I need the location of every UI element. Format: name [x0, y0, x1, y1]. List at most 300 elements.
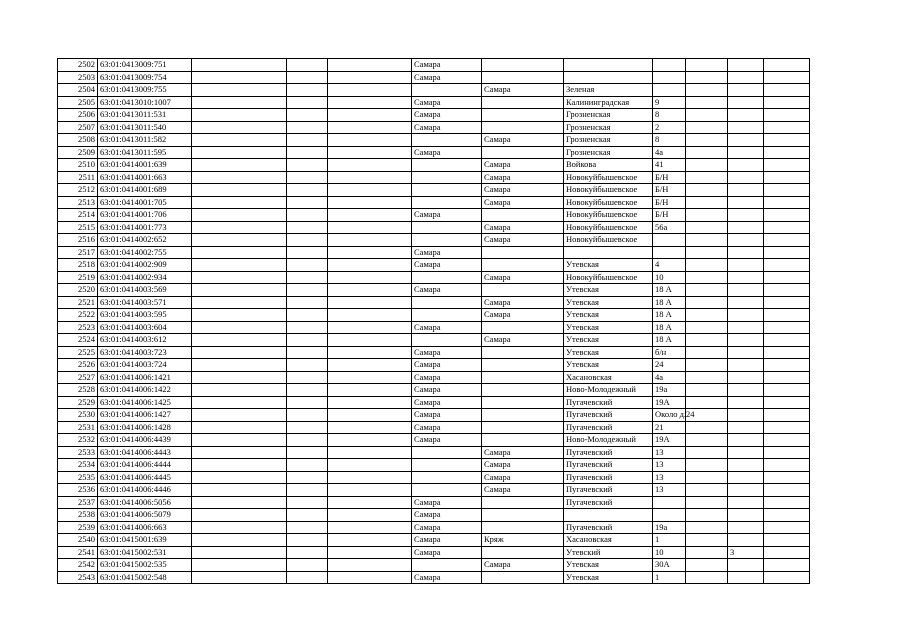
city-alt-cell: Самара — [482, 334, 564, 347]
house-number-cell — [653, 509, 686, 522]
cell-col5-cell — [328, 196, 412, 209]
house-number-cell — [653, 71, 686, 84]
street-cell: Новокуйбышевское — [564, 171, 653, 184]
table-row — [58, 71, 810, 84]
cell-col3-cell — [192, 334, 287, 347]
cell-col10-cell — [686, 334, 728, 347]
table-row — [58, 121, 810, 134]
cadastral-number-cell: 63:01:0413009:754 — [98, 71, 192, 84]
table-row — [58, 159, 810, 172]
city-cell — [412, 446, 482, 459]
row-number-cell: 2527 — [58, 371, 98, 384]
table-row — [58, 496, 810, 509]
table-row — [58, 434, 810, 447]
cell-col5-cell — [328, 221, 412, 234]
cell-col3-cell — [192, 184, 287, 197]
street-cell: Утевская — [564, 559, 653, 572]
cell-col12-cell — [764, 459, 810, 472]
cell-col4-cell — [287, 384, 328, 397]
city-cell: Самара — [412, 546, 482, 559]
house-number-cell: 18 А — [653, 309, 686, 322]
cell-col11-cell — [728, 346, 764, 359]
cell-col11-cell — [728, 246, 764, 259]
cell-col11-cell — [728, 296, 764, 309]
cell-col11-cell — [728, 359, 764, 372]
city-cell: Самара — [412, 534, 482, 547]
city-cell: Самара — [412, 59, 482, 72]
cell-col4-cell — [287, 571, 328, 584]
cell-col11-cell — [728, 146, 764, 159]
table-row — [58, 459, 810, 472]
cell-col11-cell — [728, 421, 764, 434]
city-alt-cell — [482, 409, 564, 422]
cadastral-number-cell: 63:01:0413010:1007 — [98, 96, 192, 109]
cell-col11-cell — [728, 196, 764, 209]
city-alt-cell — [482, 321, 564, 334]
table-row — [58, 359, 810, 372]
house-number-cell: 19а — [653, 521, 686, 534]
table-row — [58, 284, 810, 297]
cadastral-number-cell: 63:01:0414001:773 — [98, 221, 192, 234]
cell-col10-cell — [686, 496, 728, 509]
cell-col12-cell — [764, 84, 810, 97]
cell-col4-cell — [287, 259, 328, 272]
house-number-cell: 1 — [653, 534, 686, 547]
cell-col3-cell — [192, 484, 287, 497]
table-row — [58, 409, 810, 422]
row-number-cell: 2518 — [58, 259, 98, 272]
cell-col12-cell — [764, 371, 810, 384]
cadastral-number-cell: 63:01:0413011:540 — [98, 121, 192, 134]
city-alt-cell — [482, 96, 564, 109]
street-cell — [564, 71, 653, 84]
cell-col10-cell — [686, 484, 728, 497]
street-cell: Утевская — [564, 296, 653, 309]
city-cell — [412, 221, 482, 234]
row-number-cell: 2521 — [58, 296, 98, 309]
city-cell — [412, 271, 482, 284]
cadastral-number-cell: 63:01:0413009:755 — [98, 84, 192, 97]
cadastral-number-cell: 63:01:0414006:663 — [98, 521, 192, 534]
cell-col4-cell — [287, 371, 328, 384]
table-row — [58, 184, 810, 197]
city-alt-cell — [482, 71, 564, 84]
cell-col5-cell — [328, 509, 412, 522]
cell-col10-cell — [686, 184, 728, 197]
row-number-cell: 2540 — [58, 534, 98, 547]
cadastral-number-cell: 63:01:0414002:755 — [98, 246, 192, 259]
cell-col4-cell — [287, 84, 328, 97]
cell-col3-cell — [192, 396, 287, 409]
cell-col4-cell — [287, 309, 328, 322]
cell-col3-cell — [192, 59, 287, 72]
city-cell: Самара — [412, 384, 482, 397]
table-row — [58, 259, 810, 272]
house-number-cell — [653, 59, 686, 72]
cell-col11-cell — [728, 159, 764, 172]
cell-col10-cell — [686, 559, 728, 572]
cell-col4-cell — [287, 359, 328, 372]
house-number-cell: 41 — [653, 159, 686, 172]
cell-col5-cell — [328, 334, 412, 347]
city-cell: Самара — [412, 359, 482, 372]
register-table — [57, 58, 810, 584]
street-cell: Зеленая — [564, 84, 653, 97]
city-cell — [412, 234, 482, 247]
table-row — [58, 146, 810, 159]
cell-col10-cell — [686, 134, 728, 147]
house-number-cell: 4 — [653, 259, 686, 272]
cell-col10-cell — [686, 109, 728, 122]
cadastral-number-cell: 63:01:0415002:531 — [98, 546, 192, 559]
city-cell: Самара — [412, 96, 482, 109]
cell-col12-cell — [764, 59, 810, 72]
cell-col4-cell — [287, 509, 328, 522]
cell-col11-cell — [728, 409, 764, 422]
cell-col5-cell — [328, 346, 412, 359]
city-alt-cell: Самара — [482, 484, 564, 497]
cell-col11-cell — [728, 259, 764, 272]
cell-col4-cell — [287, 246, 328, 259]
cell-col5-cell — [328, 534, 412, 547]
cell-col5-cell — [328, 109, 412, 122]
cadastral-number-cell: 63:01:0414006:4445 — [98, 471, 192, 484]
city-alt-cell — [482, 421, 564, 434]
cell-col5-cell — [328, 209, 412, 222]
street-cell: Утевская — [564, 259, 653, 272]
house-number-cell: 8 — [653, 109, 686, 122]
city-cell — [412, 196, 482, 209]
street-cell: Пугачевский — [564, 496, 653, 509]
cell-col4-cell — [287, 334, 328, 347]
cell-col11-cell — [728, 134, 764, 147]
cell-col12-cell — [764, 209, 810, 222]
house-number-cell: 9 — [653, 96, 686, 109]
table-row — [58, 271, 810, 284]
cell-col5-cell — [328, 96, 412, 109]
house-number-cell: Б/Н — [653, 171, 686, 184]
house-number-cell: 18 А — [653, 321, 686, 334]
row-number-cell: 2533 — [58, 446, 98, 459]
street-cell: Пугачевский — [564, 521, 653, 534]
cell-col4-cell — [287, 284, 328, 297]
cell-col11-cell — [728, 534, 764, 547]
street-cell: Новокуйбышевское — [564, 271, 653, 284]
city-cell: Самара — [412, 496, 482, 509]
cell-col4-cell — [287, 171, 328, 184]
cell-col3-cell — [192, 346, 287, 359]
cell-col5-cell — [328, 84, 412, 97]
city-cell: Самара — [412, 246, 482, 259]
city-cell — [412, 459, 482, 472]
cell-col5-cell — [328, 434, 412, 447]
cell-col5-cell — [328, 121, 412, 134]
row-number-cell: 2516 — [58, 234, 98, 247]
cell-col3-cell — [192, 571, 287, 584]
cadastral-number-cell: 63:01:0414006:5056 — [98, 496, 192, 509]
city-alt-cell — [482, 209, 564, 222]
city-alt-cell — [482, 434, 564, 447]
table-row — [58, 171, 810, 184]
table-row — [58, 384, 810, 397]
city-alt-cell: Самара — [482, 171, 564, 184]
cell-col12-cell — [764, 284, 810, 297]
cell-col4-cell — [287, 396, 328, 409]
house-number-cell: 10 — [653, 546, 686, 559]
house-number-cell: 30А — [653, 559, 686, 572]
cadastral-number-cell: 63:01:0414006:4439 — [98, 434, 192, 447]
city-alt-cell — [482, 384, 564, 397]
cell-col3-cell — [192, 496, 287, 509]
house-number-cell: 19а — [653, 384, 686, 397]
row-number-cell: 2503 — [58, 71, 98, 84]
cell-col12-cell — [764, 134, 810, 147]
cell-col12-cell — [764, 246, 810, 259]
cell-col11-cell — [728, 521, 764, 534]
city-alt-cell: Самара — [482, 221, 564, 234]
cadastral-number-cell: 63:01:0414002:909 — [98, 259, 192, 272]
table-row — [58, 484, 810, 497]
street-cell: Новокуйбышевское — [564, 209, 653, 222]
cell-col3-cell — [192, 384, 287, 397]
cell-col3-cell — [192, 309, 287, 322]
house-number-cell — [653, 496, 686, 509]
cell-col12-cell — [764, 159, 810, 172]
cell-col5-cell — [328, 321, 412, 334]
city-alt-cell — [482, 259, 564, 272]
cadastral-number-cell: 63:01:0414006:1428 — [98, 421, 192, 434]
cadastral-number-cell: 63:01:0413011:531 — [98, 109, 192, 122]
city-alt-cell: Самара — [482, 196, 564, 209]
house-number-cell: 18 А — [653, 296, 686, 309]
house-number-cell — [653, 246, 686, 259]
cell-col3-cell — [192, 271, 287, 284]
table-row — [58, 234, 810, 247]
cell-col4-cell — [287, 134, 328, 147]
cell-col12-cell — [764, 109, 810, 122]
city-alt-cell — [482, 396, 564, 409]
cell-col4-cell — [287, 459, 328, 472]
cell-col5-cell — [328, 184, 412, 197]
row-number-cell: 2536 — [58, 484, 98, 497]
cell-col3-cell — [192, 259, 287, 272]
cell-col4-cell — [287, 184, 328, 197]
city-cell: Самара — [412, 321, 482, 334]
city-alt-cell — [482, 59, 564, 72]
cell-col5-cell — [328, 259, 412, 272]
cell-col10-cell — [686, 296, 728, 309]
cell-col4-cell — [287, 446, 328, 459]
cell-col12-cell — [764, 396, 810, 409]
cell-col11-cell — [728, 284, 764, 297]
city-alt-cell — [482, 146, 564, 159]
city-cell — [412, 334, 482, 347]
cell-col11-cell — [728, 396, 764, 409]
cell-col12-cell — [764, 409, 810, 422]
row-number-cell: 2535 — [58, 471, 98, 484]
table-row — [58, 346, 810, 359]
cell-col4-cell — [287, 196, 328, 209]
city-alt-cell: Самара — [482, 271, 564, 284]
street-cell: Пугачевский — [564, 446, 653, 459]
city-cell: Самара — [412, 346, 482, 359]
cell-col5-cell — [328, 146, 412, 159]
street-cell: Хасановская — [564, 534, 653, 547]
street-cell: Грозненская — [564, 121, 653, 134]
cell-col12-cell — [764, 184, 810, 197]
cell-col5-cell — [328, 521, 412, 534]
cell-col11-cell — [728, 459, 764, 472]
cell-col5-cell — [328, 171, 412, 184]
cell-col3-cell — [192, 71, 287, 84]
house-number-cell: Б/Н — [653, 209, 686, 222]
table-row — [58, 96, 810, 109]
row-number-cell: 2530 — [58, 409, 98, 422]
cell-col10-cell — [686, 71, 728, 84]
table-row — [58, 59, 810, 72]
cell-col3-cell — [192, 159, 287, 172]
table-row — [58, 471, 810, 484]
house-number-cell: 10 — [653, 271, 686, 284]
cell-col11-cell — [728, 184, 764, 197]
cell-col5-cell — [328, 71, 412, 84]
cell-col5-cell — [328, 246, 412, 259]
cell-col12-cell — [764, 384, 810, 397]
city-alt-cell: Самара — [482, 84, 564, 97]
house-number-cell: Около д.24 — [653, 409, 686, 422]
cell-col11-cell — [728, 71, 764, 84]
house-number-cell: 2 — [653, 121, 686, 134]
cadastral-number-cell: 63:01:0414006:4444 — [98, 459, 192, 472]
street-cell: Ново-Молодежный — [564, 434, 653, 447]
city-alt-cell — [482, 546, 564, 559]
cell-col3-cell — [192, 171, 287, 184]
street-cell: Утевская — [564, 359, 653, 372]
city-alt-cell: Самара — [482, 471, 564, 484]
cell-col4-cell — [287, 409, 328, 422]
table-row — [58, 559, 810, 572]
table-row — [58, 321, 810, 334]
cell-col12-cell — [764, 359, 810, 372]
cell-col11-cell — [728, 571, 764, 584]
cell-col3-cell — [192, 471, 287, 484]
cell-col3-cell — [192, 196, 287, 209]
cell-col10-cell — [686, 521, 728, 534]
row-number-cell: 2508 — [58, 134, 98, 147]
row-number-cell: 2538 — [58, 509, 98, 522]
cadastral-number-cell: 63:01:0414006:1427 — [98, 409, 192, 422]
cell-col3-cell — [192, 521, 287, 534]
cadastral-number-cell: 63:01:0414006:1421 — [98, 371, 192, 384]
row-number-cell: 2529 — [58, 396, 98, 409]
cell-col12-cell — [764, 221, 810, 234]
cell-col5-cell — [328, 234, 412, 247]
city-alt-cell — [482, 246, 564, 259]
cell-col12-cell — [764, 296, 810, 309]
row-number-cell: 2506 — [58, 109, 98, 122]
cell-col5-cell — [328, 546, 412, 559]
street-cell: Пугачевский — [564, 409, 653, 422]
cell-col4-cell — [287, 159, 328, 172]
cell-col11-cell — [728, 84, 764, 97]
cadastral-number-cell: 63:01:0415002:548 — [98, 571, 192, 584]
cell-col10-cell — [686, 346, 728, 359]
cell-col3-cell — [192, 284, 287, 297]
cell-col11-cell — [728, 59, 764, 72]
cell-col11-cell — [728, 321, 764, 334]
cadastral-number-cell: 63:01:0414001:639 — [98, 159, 192, 172]
city-alt-cell: Самара — [482, 296, 564, 309]
row-number-cell: 2534 — [58, 459, 98, 472]
cell-col10-cell — [686, 271, 728, 284]
cadastral-number-cell: 63:01:0414006:4446 — [98, 484, 192, 497]
row-number-cell: 2513 — [58, 196, 98, 209]
cell-col10-cell — [686, 171, 728, 184]
city-cell: Самара — [412, 259, 482, 272]
cell-col11-cell — [728, 434, 764, 447]
cell-col10-cell — [686, 384, 728, 397]
cell-col12-cell — [764, 509, 810, 522]
cell-col3-cell — [192, 146, 287, 159]
cadastral-number-cell: 63:01:0414003:571 — [98, 296, 192, 309]
city-cell: Самара — [412, 71, 482, 84]
row-number-cell: 2505 — [58, 96, 98, 109]
table-row — [58, 196, 810, 209]
cell-col3-cell — [192, 371, 287, 384]
row-number-cell: 2532 — [58, 434, 98, 447]
row-number-cell: 2525 — [58, 346, 98, 359]
cell-col4-cell — [287, 71, 328, 84]
city-cell: Самара — [412, 521, 482, 534]
row-number-cell: 2542 — [58, 559, 98, 572]
city-alt-cell — [482, 359, 564, 372]
table-row — [58, 421, 810, 434]
city-alt-cell: Самара — [482, 184, 564, 197]
cadastral-number-cell: 63:01:0415002:535 — [98, 559, 192, 572]
house-number-cell: 18 А — [653, 284, 686, 297]
cell-col4-cell — [287, 271, 328, 284]
house-number-cell: 4а — [653, 146, 686, 159]
cell-col5-cell — [328, 384, 412, 397]
cell-col12-cell — [764, 534, 810, 547]
cell-col12-cell — [764, 146, 810, 159]
street-cell: Хасановская — [564, 371, 653, 384]
table-row — [58, 334, 810, 347]
cell-col4-cell — [287, 484, 328, 497]
street-cell: Пугачевский — [564, 421, 653, 434]
cell-col4-cell — [287, 346, 328, 359]
house-number-cell: 13 — [653, 459, 686, 472]
city-cell: Самара — [412, 396, 482, 409]
cell-col5-cell — [328, 459, 412, 472]
cell-col11-cell — [728, 171, 764, 184]
cell-col3-cell — [192, 509, 287, 522]
cell-col11-cell — [728, 221, 764, 234]
cell-col11-cell — [728, 509, 764, 522]
cell-col10-cell — [686, 396, 728, 409]
cell-col12-cell — [764, 234, 810, 247]
city-alt-cell — [482, 509, 564, 522]
cell-col10-cell — [686, 421, 728, 434]
cadastral-number-cell: 63:01:0413009:751 — [98, 59, 192, 72]
cell-col3-cell — [192, 84, 287, 97]
table-row — [58, 309, 810, 322]
table-row — [58, 246, 810, 259]
cadastral-number-cell: 63:01:0414001:689 — [98, 184, 192, 197]
cadastral-number-cell: 63:01:0414001:663 — [98, 171, 192, 184]
cell-col4-cell — [287, 559, 328, 572]
cadastral-number-cell: 63:01:0414001:705 — [98, 196, 192, 209]
